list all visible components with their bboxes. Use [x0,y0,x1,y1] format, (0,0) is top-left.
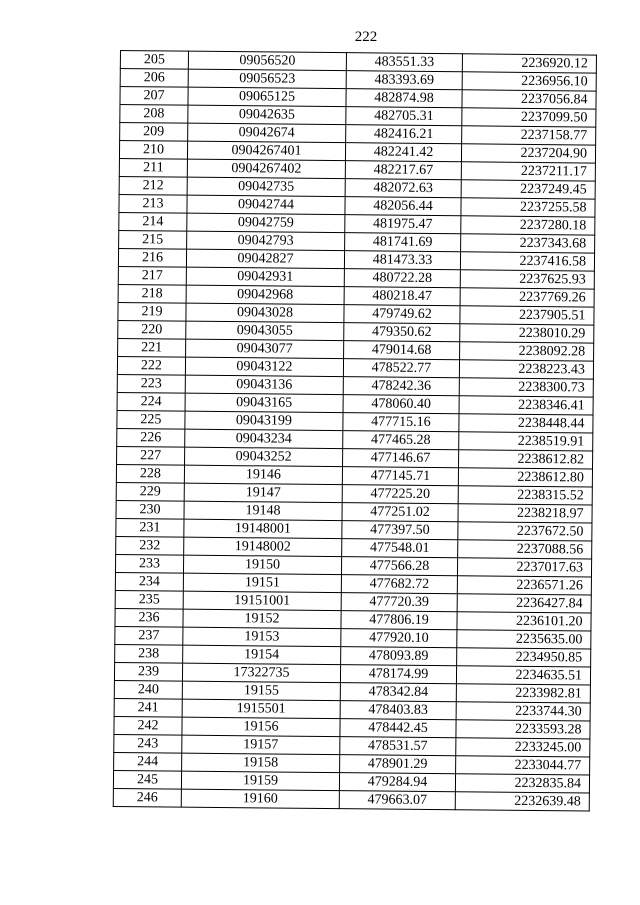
y-coordinate-cell: 2234950.85 [457,648,591,667]
point-code-cell: 09043165 [185,393,343,413]
point-code-cell: 0904267401 [187,141,345,161]
x-coordinate-cell: 478242.36 [343,377,459,396]
x-coordinate-cell: 477920.10 [341,629,457,648]
row-number-cell: 221 [118,338,186,357]
point-code-cell: 09056520 [188,51,346,71]
x-coordinate-cell: 482056.44 [345,197,461,216]
y-coordinate-cell: 2238612.82 [459,450,593,469]
y-coordinate-cell: 2237625.93 [460,270,594,289]
point-code-cell: 19151001 [183,591,341,611]
point-code-cell: 19156 [182,717,340,737]
point-code-cell: 09056523 [188,69,346,89]
x-coordinate-cell: 478060.40 [343,395,459,414]
point-code-cell: 09042931 [186,267,344,287]
point-code-cell: 09043199 [185,411,343,431]
x-coordinate-cell: 477806.19 [341,611,457,630]
x-coordinate-cell: 477225.20 [342,485,458,504]
x-coordinate-cell: 479663.07 [339,791,455,810]
point-code-cell: 09042759 [187,213,345,233]
row-number-cell: 213 [119,194,187,213]
coordinates-table-wrapper [113,50,596,835]
y-coordinate-cell: 2236427.84 [457,594,591,613]
y-coordinate-cell: 2237343.68 [461,234,595,253]
x-coordinate-cell: 478522.77 [343,359,459,378]
row-number-cell: 225 [117,410,185,429]
y-coordinate-cell: 2237204.90 [461,144,595,163]
y-coordinate-cell: 2237211.17 [461,162,595,181]
x-coordinate-cell: 478174.99 [340,665,456,684]
point-code-cell: 19150 [183,555,341,575]
x-coordinate-cell: 478403.83 [340,701,456,720]
point-code-cell: 09043234 [185,429,343,449]
y-coordinate-cell: 2238448.44 [459,414,593,433]
x-coordinate-cell: 481473.33 [344,251,460,270]
x-coordinate-cell: 479014.68 [344,341,460,360]
point-code-cell: 09042735 [187,177,345,197]
row-number-cell: 223 [117,374,185,393]
y-coordinate-cell: 2236956.10 [462,72,596,91]
y-coordinate-cell: 2238092.28 [460,342,594,361]
row-number-cell: 232 [116,536,184,555]
point-code-cell: 19148001 [184,519,342,539]
point-code-cell: 09043136 [185,375,343,395]
x-coordinate-cell: 481741.69 [345,233,461,252]
y-coordinate-cell: 2234635.51 [456,666,590,685]
point-code-cell: 19148 [184,501,342,521]
row-number-cell: 239 [114,662,182,681]
point-code-cell: 19148002 [184,537,342,557]
point-code-cell: 19155 [182,681,340,701]
y-coordinate-cell: 2236920.12 [462,54,596,73]
point-code-cell: 0904267402 [187,159,345,179]
row-number-cell: 206 [120,69,188,88]
point-code-cell: 09043252 [185,447,343,467]
row-number-cell: 246 [113,788,181,807]
point-code-cell: 09043055 [186,321,344,341]
x-coordinate-cell: 477720.39 [341,593,457,612]
x-coordinate-cell: 477251.02 [342,503,458,522]
x-coordinate-cell: 477465.28 [343,431,459,450]
x-coordinate-cell: 477682.72 [341,575,457,594]
x-coordinate-cell: 477548.01 [342,539,458,558]
x-coordinate-cell: 482874.98 [346,89,462,108]
row-number-cell: 244 [114,752,182,771]
point-code-cell: 09042635 [188,105,346,125]
page-number: 222 [354,29,378,45]
x-coordinate-cell: 478342.84 [340,683,456,702]
x-coordinate-cell: 478531.57 [340,737,456,756]
point-code-cell: 19160 [181,789,339,809]
y-coordinate-cell: 2238218.97 [458,504,592,523]
x-coordinate-cell: 478093.89 [341,647,457,666]
row-number-cell: 212 [119,176,187,195]
point-code-cell: 09042793 [187,231,345,251]
row-number-cell: 226 [117,428,185,447]
point-code-cell: 09042674 [188,123,346,143]
point-code-cell: 19152 [183,609,341,629]
y-coordinate-cell: 2233245.00 [456,738,590,757]
y-coordinate-cell: 2232639.48 [455,792,589,811]
y-coordinate-cell: 2238223.43 [459,360,593,379]
y-coordinate-cell: 2235635.00 [457,630,591,649]
point-code-cell: 19154 [183,645,341,665]
x-coordinate-cell: 482416.21 [346,125,462,144]
point-code-cell: 09043077 [186,339,344,359]
row-number-cell: 222 [117,356,185,375]
row-number-cell: 234 [115,572,183,591]
y-coordinate-cell: 2237056.84 [462,90,596,109]
row-number-cell: 218 [118,284,186,303]
row-number-cell: 230 [116,500,184,519]
y-coordinate-cell: 2238612.80 [458,468,592,487]
point-code-cell: 09043122 [185,357,343,377]
point-code-cell: 19159 [181,771,339,791]
row-number-cell: 214 [119,212,187,231]
x-coordinate-cell: 479284.94 [339,773,455,792]
row-number-cell: 227 [117,446,185,465]
x-coordinate-cell: 483393.69 [346,71,462,90]
point-code-cell: 19147 [184,483,342,503]
row-number-cell: 238 [115,644,183,663]
y-coordinate-cell: 2238346.41 [459,396,593,415]
row-number-cell: 236 [115,608,183,627]
y-coordinate-cell: 2237099.50 [462,108,596,127]
row-number-cell: 240 [114,680,182,699]
row-number-cell: 208 [120,105,188,124]
y-coordinate-cell: 2237088.56 [458,540,592,559]
x-coordinate-cell: 478442.45 [340,719,456,738]
row-number-cell: 205 [120,51,188,70]
row-number-cell: 229 [116,482,184,501]
x-coordinate-cell: 480722.28 [344,269,460,288]
y-coordinate-cell: 2233982.81 [456,684,590,703]
x-coordinate-cell: 479350.62 [344,323,460,342]
y-coordinate-cell: 2238315.52 [458,486,592,505]
point-code-cell: 09042968 [186,285,344,305]
y-coordinate-cell: 2233593.28 [456,720,590,739]
point-code-cell: 19153 [183,627,341,647]
row-number-cell: 242 [114,716,182,735]
y-coordinate-cell: 2237255.58 [461,198,595,217]
row-number-cell: 245 [113,770,181,789]
row-number-cell: 207 [120,87,188,106]
row-number-cell: 211 [119,158,187,177]
x-coordinate-cell: 479749.62 [344,305,460,324]
row-number-cell: 243 [114,734,182,753]
x-coordinate-cell: 482705.31 [346,107,462,126]
x-coordinate-cell: 482241.42 [345,143,461,162]
x-coordinate-cell: 477566.28 [341,557,457,576]
point-code-cell: 19146 [184,465,342,485]
row-number-cell: 220 [118,320,186,339]
y-coordinate-cell: 2236571.26 [457,576,591,595]
x-coordinate-cell: 480218.47 [344,287,460,306]
x-coordinate-cell: 482072.63 [345,179,461,198]
y-coordinate-cell: 2233044.77 [456,756,590,775]
row-number-cell: 210 [119,141,187,160]
row-number-cell: 237 [115,626,183,645]
y-coordinate-cell: 2237905.51 [460,306,594,325]
row-number-cell: 209 [120,123,188,142]
row-number-cell: 224 [117,392,185,411]
row-number-cell: 241 [114,698,182,717]
x-coordinate-cell: 477715.16 [343,413,459,432]
point-code-cell: 09042744 [187,195,345,215]
row-number-cell: 217 [118,266,186,285]
point-code-cell: 17322735 [182,663,340,683]
point-code-cell: 09042827 [186,249,344,269]
row-number-cell: 228 [116,464,184,483]
coordinates-table [113,50,597,812]
row-number-cell: 233 [115,554,183,573]
y-coordinate-cell: 2237017.63 [457,558,591,577]
point-code-cell: 09043028 [186,303,344,323]
y-coordinate-cell: 2237769.26 [460,288,594,307]
row-number-cell: 216 [118,248,186,267]
x-coordinate-cell: 482217.67 [345,161,461,180]
point-code-cell: 1915501 [182,699,340,719]
row-number-cell: 235 [115,590,183,609]
y-coordinate-cell: 2237158.77 [462,126,596,145]
point-code-cell: 09065125 [188,87,346,107]
row-number-cell: 219 [118,302,186,321]
y-coordinate-cell: 2238010.29 [460,324,594,343]
x-coordinate-cell: 483551.33 [346,53,462,72]
point-code-cell: 19157 [182,735,340,755]
y-coordinate-cell: 2238519.91 [459,432,593,451]
row-number-cell: 231 [116,518,184,537]
y-coordinate-cell: 2237280.18 [461,216,595,235]
y-coordinate-cell: 2238300.73 [459,378,593,397]
y-coordinate-cell: 2237416.58 [460,252,594,271]
coordinates-table-body [113,51,596,812]
y-coordinate-cell: 2237672.50 [458,522,592,541]
y-coordinate-cell: 2237249.45 [461,180,595,199]
row-number-cell: 215 [119,230,187,249]
x-coordinate-cell: 478901.29 [340,755,456,774]
x-coordinate-cell: 477146.67 [343,449,459,468]
x-coordinate-cell: 481975.47 [345,215,461,234]
x-coordinate-cell: 477397.50 [342,521,458,540]
y-coordinate-cell: 2233744.30 [456,702,590,721]
y-coordinate-cell: 2236101.20 [457,612,591,631]
x-coordinate-cell: 477145.71 [342,467,458,486]
point-code-cell: 19158 [182,753,340,773]
point-code-cell: 19151 [183,573,341,593]
y-coordinate-cell: 2232835.84 [455,774,589,793]
